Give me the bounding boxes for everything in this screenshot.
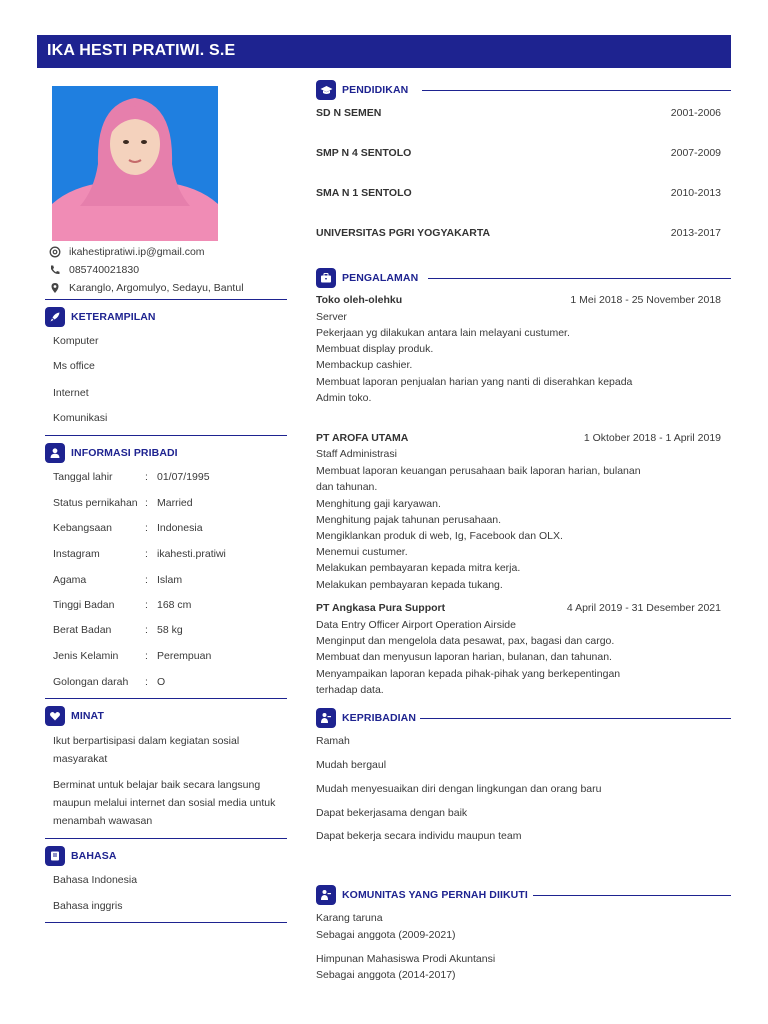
info-colon: :	[145, 650, 148, 662]
divider	[45, 299, 287, 300]
interest-line: Ikut berpartisipasi dalam kegiatan sosial	[53, 735, 240, 747]
education-years: 2007-2009	[670, 147, 721, 159]
education-years: 2013-2017	[670, 227, 721, 239]
info-value: Islam	[157, 574, 183, 586]
info-value: 01/07/1995	[157, 471, 210, 483]
section-pengalaman	[316, 268, 418, 288]
email-text: ikahestipratiwi.ip@gmail.com	[69, 246, 205, 258]
job-company: PT AROFA UTAMA	[316, 432, 409, 444]
divider	[45, 698, 287, 699]
graduation-cap-icon	[316, 80, 336, 100]
user-icon	[45, 443, 65, 463]
info-label: Kebangsaan	[53, 522, 112, 534]
info-colon: :	[145, 676, 148, 688]
person-presenting-icon	[316, 708, 336, 728]
interest-line: Berminat untuk belajar baik secara langsung	[53, 779, 261, 791]
divider	[420, 718, 731, 719]
personality-item: Dapat bekerja secara individu maupun team	[316, 830, 522, 842]
info-value: Indonesia	[157, 522, 203, 534]
education-years: 2010-2013	[670, 187, 721, 199]
section-title: KETERAMPILAN	[71, 311, 156, 323]
job-line: terhadap data.	[316, 684, 384, 696]
job-line: Menemui custumer.	[316, 546, 408, 558]
job-company: PT Angkasa Pura Support	[316, 602, 446, 614]
contact-email[interactable]	[48, 243, 288, 261]
info-colon: :	[145, 548, 148, 560]
section-informasi-pribadi	[45, 443, 178, 463]
skill-item: Komunikasi	[53, 412, 108, 424]
community-line: Sebagai anggota (2014-2017)	[316, 969, 456, 981]
education-years: 2001-2006	[670, 107, 721, 119]
divider	[422, 90, 731, 91]
info-value: Perempuan	[157, 650, 212, 662]
interest-line: menambah wawasan	[53, 815, 153, 827]
section-title: KEPRIBADIAN	[342, 712, 417, 724]
phone-icon	[48, 263, 62, 277]
section-kepribadian	[316, 708, 416, 728]
job-line: Admin toko.	[316, 392, 372, 404]
section-bahasa	[45, 846, 117, 866]
location-pin-icon	[48, 281, 62, 295]
section-title: MINAT	[71, 710, 104, 722]
divider	[45, 435, 287, 436]
skill-item: Komputer	[53, 335, 99, 347]
job-dates: 4 April 2019 - 31 Desember 2021	[566, 602, 721, 614]
header-bar	[37, 35, 731, 68]
section-title: INFORMASI PRIBADI	[71, 447, 178, 459]
job-line: Membuat dan menyusun laporan harian, bulanan, dan tahunan.	[316, 651, 612, 663]
job-line: Membuat laporan keuangan perusahaan baik laporan harian, bulanan	[316, 465, 641, 477]
phone-text: 085740021830	[69, 264, 140, 276]
job-line: dan tahunan.	[316, 481, 378, 493]
info-label: Status pernikahan	[53, 497, 138, 509]
info-colon: :	[145, 599, 148, 611]
community-line: Himpunan Mahasiswa Prodi Akuntansi	[316, 953, 496, 965]
education-name: SMA N 1 SENTOLO	[316, 187, 412, 199]
info-label: Jenis Kelamin	[53, 650, 119, 662]
education-name: UNIVERSITAS PGRI YOGYAKARTA	[316, 227, 491, 239]
section-title: KOMUNITAS YANG PERNAH DIIKUTI	[342, 889, 528, 901]
section-keterampilan	[45, 307, 156, 327]
skill-item: Internet	[53, 387, 89, 399]
info-value: Married	[157, 497, 193, 509]
job-line: Data Entry Officer Airport Operation Airside	[316, 619, 516, 631]
job-line: Melakukan pembayaran kepada tukang.	[316, 579, 503, 591]
job-line: Menyampaikan laporan kepada pihak-pihak yang berkepentingan	[316, 668, 621, 680]
job-line: Membuat laporan penjualan harian yang nanti di diserahkan kepada	[316, 376, 633, 388]
info-label: Agama	[53, 574, 87, 586]
info-value: ikahesti.pratiwi	[157, 548, 226, 560]
job-line: Membuat display produk.	[316, 343, 434, 355]
address-text: Karanglo, Argomulyo, Sedayu, Bantul	[69, 282, 244, 294]
info-label: Tanggal lahir	[53, 471, 113, 483]
skill-item: Ms office	[53, 360, 95, 372]
info-label: Tinggi Badan	[53, 599, 115, 611]
personality-item: Ramah	[316, 735, 350, 747]
contact-address	[48, 279, 288, 297]
at-sign-icon	[48, 245, 62, 259]
info-colon: :	[145, 624, 148, 636]
section-title: PENGALAMAN	[342, 272, 419, 284]
interest-line: masyarakat	[53, 753, 108, 765]
language-item: Bahasa inggris	[53, 900, 123, 912]
resume-name: IKA HESTI PRATIWI. S.E	[47, 42, 236, 59]
info-colon: :	[145, 574, 148, 586]
info-colon: :	[145, 497, 148, 509]
info-colon: :	[145, 471, 148, 483]
personality-item: Dapat bekerjasama dengan baik	[316, 807, 468, 819]
job-line: Menghitung pajak tahunan perusahaan.	[316, 514, 502, 526]
section-pendidikan	[316, 80, 408, 100]
job-line: Server	[316, 311, 347, 323]
job-line: Menghitung gaji karyawan.	[316, 498, 441, 510]
divider	[45, 922, 287, 923]
language-item: Bahasa Indonesia	[53, 874, 138, 886]
rocket-icon	[45, 307, 65, 327]
info-label: Golongan darah	[53, 676, 129, 688]
job-company: Toko oleh-olehku	[316, 294, 403, 306]
info-value: O	[157, 676, 166, 688]
job-line: Menginput dan mengelola data pesawat, pax, bagasi dan cargo.	[316, 635, 615, 647]
section-title: PENDIDIKAN	[342, 84, 409, 96]
education-name: SMP N 4 SENTOLO	[316, 147, 412, 159]
divider	[428, 278, 731, 279]
heart-icon	[45, 706, 65, 726]
community-line: Sebagai anggota (2009-2021)	[316, 929, 456, 941]
divider	[533, 895, 731, 896]
personality-item: Mudah menyesuaikan diri dengan lingkungan dan orang baru	[316, 783, 602, 795]
job-dates: 1 Oktober 2018 - 1 April 2019	[583, 432, 721, 444]
info-colon: :	[145, 522, 148, 534]
section-komunitas	[316, 885, 528, 905]
briefcase-icon	[316, 268, 336, 288]
education-name: SD N SEMEN	[316, 107, 382, 119]
interest-line: maupun melalui internet dan sosial media untuk	[53, 797, 276, 809]
book-icon	[45, 846, 65, 866]
contact-phone[interactable]	[48, 261, 288, 279]
personality-item: Mudah bergaul	[316, 759, 387, 771]
job-line: Membackup cashier.	[316, 359, 413, 371]
info-label: Berat Badan	[53, 624, 112, 636]
job-line: Staff Administrasi	[316, 448, 397, 460]
job-line: Melakukan pembayaran kepada mitra kerja.	[316, 562, 521, 574]
job-line: Mengiklankan produk di web, Ig, Facebook dan OLX.	[316, 530, 563, 542]
section-minat	[45, 706, 104, 726]
info-label: Instagram	[53, 548, 100, 560]
section-title: BAHASA	[71, 850, 117, 862]
info-value: 58 kg	[157, 624, 183, 636]
job-line: Pekerjaan yg dilakukan antara lain melayani custumer.	[316, 327, 570, 339]
profile-photo	[52, 86, 218, 241]
community-line: Karang taruna	[316, 912, 383, 924]
community-icon	[316, 885, 336, 905]
divider	[45, 838, 287, 839]
job-dates: 1 Mei 2018 - 25 November 2018	[570, 294, 721, 306]
info-value: 168 cm	[157, 599, 192, 611]
